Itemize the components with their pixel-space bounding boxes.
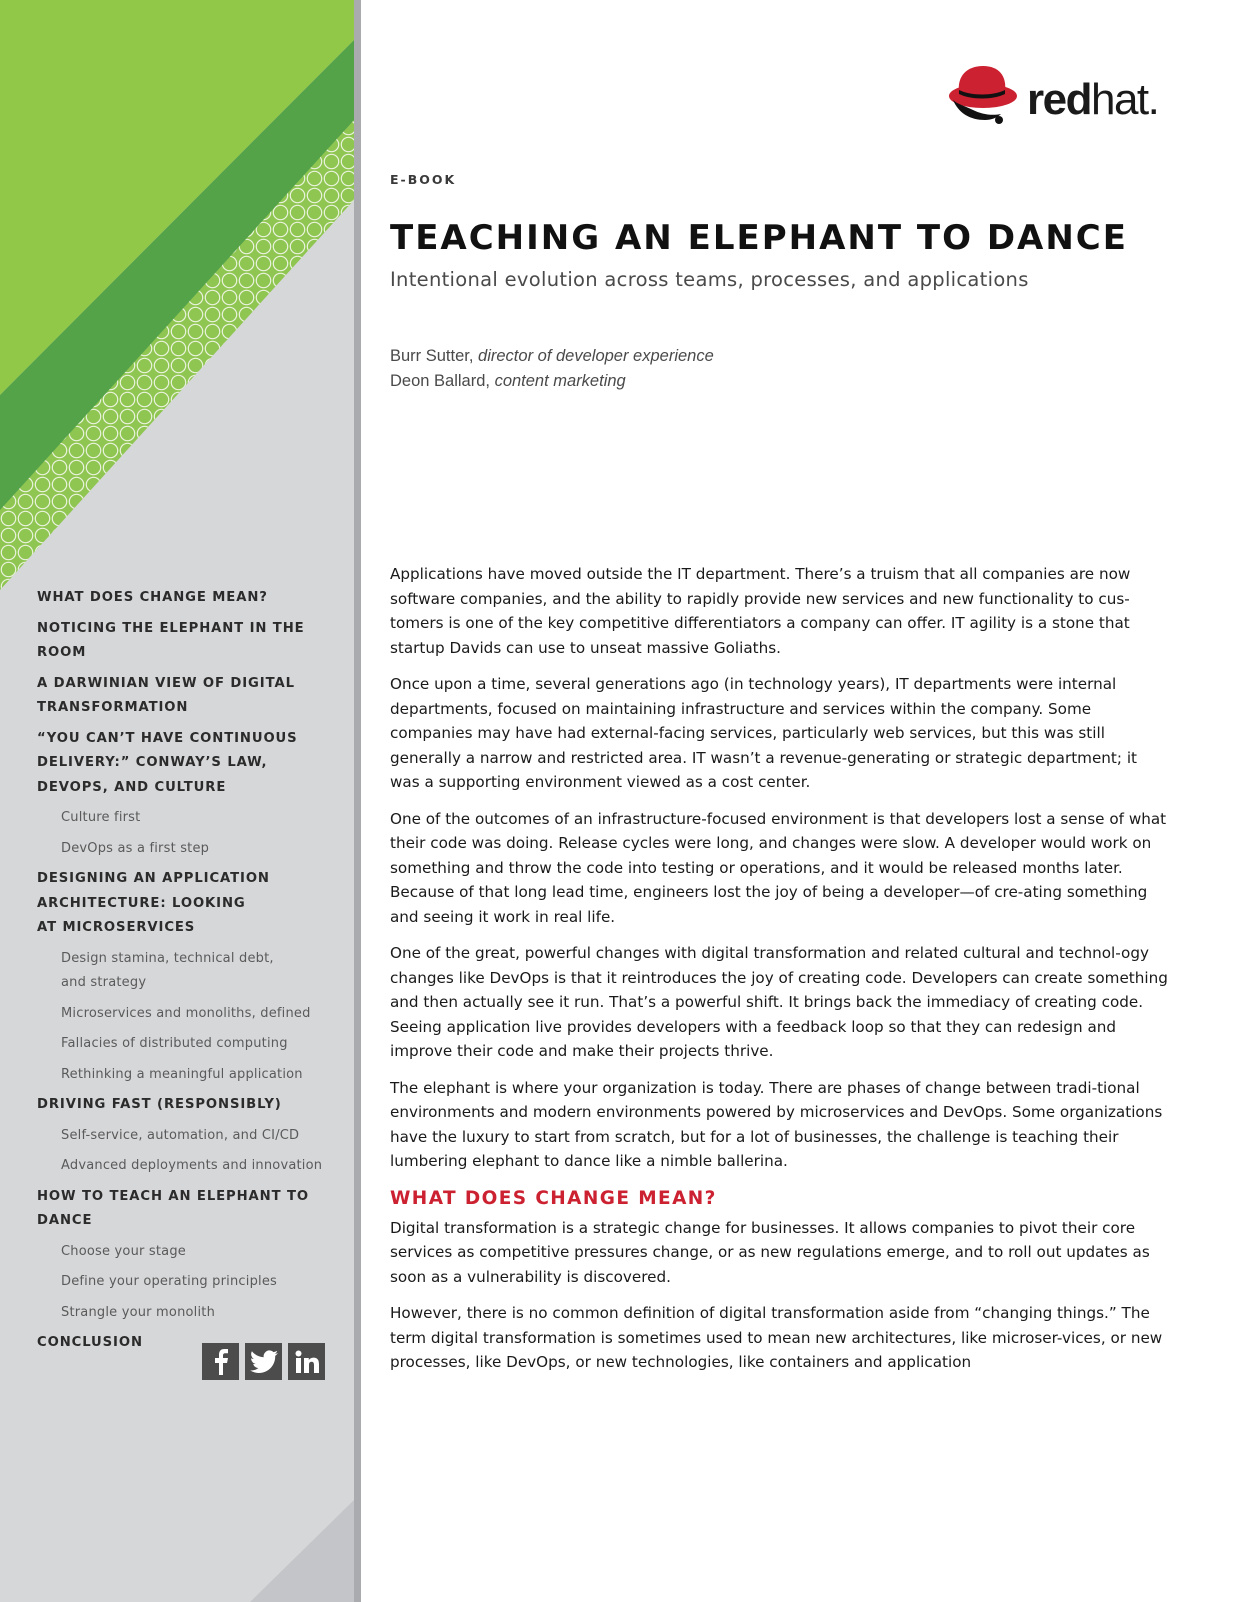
author-role: content marketing bbox=[494, 371, 626, 390]
sidebar-decorative-art bbox=[0, 0, 354, 600]
body-text bbox=[390, 562, 1168, 1387]
toc-link-text: and strategy bbox=[61, 975, 147, 990]
body-paragraph: One of the outcomes of an infrastructure-focused environment is that developers lost a sense of what their code was doing. Release cycles were long, and changes were slow. A developer would work on something and throw the code into testing or operations, and it would be released months later. Because of that long lead time, engineers lost the joy of being a developer—of cre-ating something and seeing it work in real life. bbox=[390, 809, 1167, 926]
toc-subsection-link[interactable] bbox=[37, 837, 347, 862]
toc-subsection-link[interactable] bbox=[37, 1154, 347, 1179]
author-line: Burr Sutter, director of developer experience bbox=[390, 347, 714, 365]
toc-section-link[interactable] bbox=[37, 672, 347, 721]
toc-link-text: Advanced deployments and innovation bbox=[61, 1158, 323, 1173]
toc-link-text: Microservices and monoliths, defined bbox=[61, 1005, 311, 1021]
toc-section-link[interactable] bbox=[37, 867, 347, 941]
toc-section-link[interactable] bbox=[37, 586, 347, 611]
authors bbox=[390, 344, 714, 393]
toc-link-text: TRANSFORMATION bbox=[37, 700, 189, 715]
toc-link-text: Rethinking a meaningful application bbox=[61, 1066, 303, 1082]
toc-link-text: Define your operating principles bbox=[61, 1274, 278, 1289]
logo-wordmark: redhat. bbox=[1027, 75, 1159, 124]
shadowman-icon bbox=[945, 62, 1025, 126]
toc-subsection-link[interactable] bbox=[37, 1063, 347, 1088]
toc-link-text: HOW TO TEACH AN ELEPHANT TO DANCE bbox=[37, 1188, 309, 1228]
document-type-label: E-BOOK bbox=[390, 172, 457, 187]
body-paragraph: The elephant is where your organization is today. There are phases of change between tradi-tional environments and modern environments powered by microservices and DevOps. Some organizations have the luxury to start from scratch, but for a lot of businesses, the challenge is teaching their lumbering elephant to dance like a nimble ballerina. bbox=[390, 1078, 1163, 1170]
linkedin-icon[interactable] bbox=[288, 1343, 325, 1380]
toc-subsection-link[interactable] bbox=[37, 1301, 347, 1326]
author-name: Deon Ballard bbox=[390, 371, 486, 390]
toc-section-link[interactable] bbox=[37, 1185, 347, 1234]
toc-link-text: AT MICROSERVICES bbox=[37, 920, 196, 935]
toc-subsection-link[interactable] bbox=[37, 1002, 347, 1027]
toc-link-text: A DARWINIAN VIEW OF DIGITAL bbox=[37, 675, 295, 691]
toc-subsection-link[interactable] bbox=[37, 806, 347, 831]
toc-section-link[interactable] bbox=[37, 727, 347, 801]
toc-subsection-link[interactable] bbox=[37, 1240, 347, 1265]
toc-link-text: “YOU CAN’T HAVE CONTINUOUS bbox=[37, 730, 298, 746]
toc-subsection-link[interactable] bbox=[37, 947, 347, 996]
toc-link-text: DevOps as a first step bbox=[61, 840, 210, 856]
toc-link-text: CONCLUSION bbox=[37, 1335, 143, 1350]
page-subtitle: Intentional evolution across teams, processes, and applications bbox=[390, 268, 1029, 291]
body-paragraph: Once upon a time, several generations ago (in technology years), IT departments were internal departments, focused on maintaining infrastructure and services within the company. Some companies may have had external-facing services, particularly web services, but this was still generally a narrow and restricted area. IT wasn’t a revenue-generating or strategic department; it was a supporting environment viewed as a cost center. bbox=[390, 675, 1137, 791]
body-paragraph: However, there is no common definition of digital transformation aside from “changing things.” The term digital transformation is sometimes used to mean new architectures, like microser-vices, or new processes, like DevOps, or new technologies, like containers and application bbox=[390, 1304, 1163, 1371]
sidebar bbox=[0, 0, 354, 1602]
author-line: Deon Ballard, content marketing bbox=[390, 371, 626, 390]
toc-section-link[interactable] bbox=[37, 617, 347, 666]
body-paragraph: Digital transformation is a strategic change for businesses. It allows companies to pivot their core services as competitive pressures change, or as new regulations emerge, and to roll out updates as soon as a vulnerability is discovered. bbox=[390, 1218, 1150, 1286]
facebook-icon[interactable] bbox=[202, 1343, 239, 1380]
toc-subsection-link[interactable] bbox=[37, 1032, 347, 1057]
toc-link-text: Self-service, automation, and CI/CD bbox=[61, 1127, 300, 1143]
toc-link-text: DRIVING FAST (RESPONSIBLY) bbox=[37, 1097, 282, 1112]
sidebar-corner-shade bbox=[0, 1500, 354, 1602]
author-name: Burr Sutter bbox=[390, 347, 469, 365]
toc-link-text: Culture first bbox=[61, 810, 141, 825]
page-title: TEACHING AN ELEPHANT TO DANCE bbox=[390, 218, 1128, 258]
toc-section-link[interactable] bbox=[37, 1093, 347, 1118]
toc-link-text: Design stamina, technical debt, bbox=[61, 950, 274, 966]
toc-link-text: DELIVERY:” CONWAY’S LAW, bbox=[37, 755, 268, 770]
twitter-icon[interactable] bbox=[245, 1343, 282, 1380]
toc-link-text: Strangle your monolith bbox=[61, 1304, 216, 1320]
toc-subsection-link[interactable] bbox=[37, 1270, 347, 1295]
social-icons bbox=[202, 1343, 325, 1380]
toc-link-text: Fallacies of distributed computing bbox=[61, 1036, 288, 1051]
redhat-logo bbox=[945, 62, 1165, 126]
toc-link-text: ARCHITECTURE: LOOKING bbox=[37, 895, 246, 911]
body-paragraph: One of the great, powerful changes with digital transformation and related cultural and technol-ogy changes like DevOps is that it reintroduces the joy of creating code. Developers can create something and then actually see it run. That’s a powerful shift. It brings back the immediacy of creating code. Seeing application live provides developers with a feedback loop so that they can redesign and improve their code and make their projects thrive. bbox=[390, 944, 1168, 1060]
toc-link-text: NOTICING THE ELEPHANT IN THE ROOM bbox=[37, 620, 305, 660]
toc-link-text: WHAT DOES CHANGE MEAN? bbox=[37, 590, 268, 605]
sidebar-divider bbox=[354, 0, 361, 1602]
toc-link-text: DESIGNING AN APPLICATION bbox=[37, 871, 270, 886]
toc-link-text: DEVOPS, AND CULTURE bbox=[37, 779, 227, 795]
toc-subsection-link[interactable] bbox=[37, 1124, 347, 1149]
table-of-contents bbox=[37, 586, 347, 1362]
toc-link-text: Choose your stage bbox=[61, 1243, 186, 1259]
body-paragraph: Applications have moved outside the IT department. There’s a truism that all companies are now software companies, and the ability to rapidly provide new services and new functionality to cus-tomers is one of the key competitive differentiators a company can offer. IT agility is a stone that startup Davids can use to unseat massive Goliaths. bbox=[390, 565, 1131, 657]
section-heading: WHAT DOES CHANGE MEAN? bbox=[390, 1187, 717, 1209]
author-role: director of developer experience bbox=[478, 347, 714, 365]
